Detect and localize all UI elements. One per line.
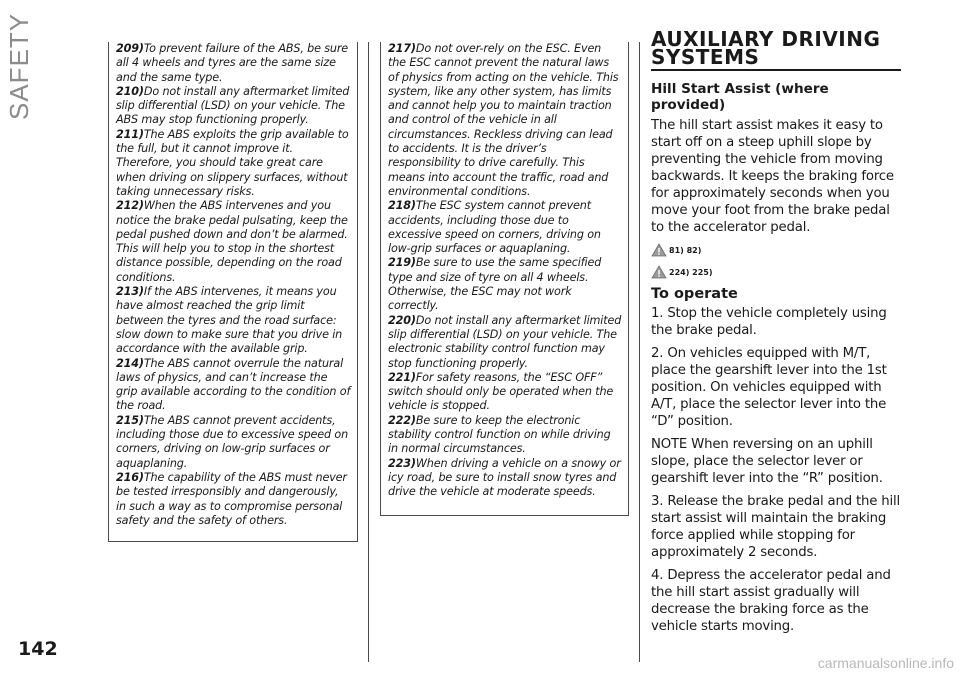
safety-note <box>388 457 622 500</box>
page-number: 142 <box>18 638 58 660</box>
esc-notes-list <box>388 42 622 500</box>
operate-step-4: 4. Depress the accelerator pedal and the hill start assist gradually will decrease the braking force as the vehicle starts moving. <box>651 568 891 634</box>
note-number: 221) <box>388 370 416 384</box>
operate-step-3: 3. Release the brake pedal and the hill start assist will maintain the braking force applied while stopping for approximately 2 seconds. <box>651 494 900 560</box>
safety-note <box>388 314 622 371</box>
note-text: When the ABS intervenes and you notice the brake pedal pulsating, keep the pedal pushed down and don’t be alarmed. This will help you to stop in the shortest distance possible, depending on the road conditions. <box>116 199 348 284</box>
note-number: 223) <box>388 456 416 470</box>
note-number: 220) <box>388 313 416 327</box>
note-text: Do not over-rely on the ESC. Even the ESC cannot prevent the natural laws of physics from acting on the vehicle. This system, like any other system, has limits and cannot help you to maintain traction and control of the vehicle in all circumstances. Reckless driving can lead to accidents. It is the driver’s responsibility to drive carefully. This means into account the traffic, road and environmental conditions. <box>388 42 619 198</box>
warning-triangle-icon <box>651 243 667 257</box>
note-number: 215) <box>116 413 144 427</box>
section-side-label: SAFETY <box>4 12 34 120</box>
column-divider-left <box>368 42 369 662</box>
auxiliary-driving-section <box>651 27 901 641</box>
safety-note <box>388 42 622 199</box>
safety-note <box>388 414 622 457</box>
safety-note <box>116 85 351 128</box>
note-text: The ABS cannot prevent accidents, including those due to excessive speed on corners, driving on low-grip surfaces or aquaplaning. <box>116 413 349 470</box>
note-text: If the ABS intervenes, it means you have almost reached the grip limit between the tyres and the road surface: slow down to make sure that you drive in accordance with the available grip. <box>116 285 343 356</box>
safety-note <box>388 256 622 313</box>
warning-refs: 81) 82) <box>669 245 702 255</box>
safety-note <box>116 199 351 285</box>
esc-notes-box <box>380 42 629 516</box>
note-number: 217) <box>388 42 416 55</box>
note-number: 209) <box>116 42 144 55</box>
hill-start-intro: The hill start assist makes it easy to start off on a steep uphill slope by preventing the vehicle from moving backwards. It keeps the braking force for approximately seconds when you move your foot from the brake pedal to the accelerator pedal. <box>651 118 894 235</box>
note-number: 211) <box>116 127 144 141</box>
note-text: Do not install any aftermarket limited slip differential (LSD) on your vehicle. The ABS may stop functioning properly. <box>116 84 350 127</box>
caution-triangle-icon <box>651 265 667 279</box>
note-number: 218) <box>388 199 416 213</box>
caution-refs: 224) 225) <box>669 267 713 277</box>
safety-note <box>116 285 351 356</box>
note-number: 216) <box>116 470 144 484</box>
note-text: The ESC system cannot prevent accidents, including those due to excessive speed on corners, driving on low-grip surfaces or aquaplaning. <box>388 199 601 256</box>
note-text: Be sure to keep the electronic stability control function on while driving in normal circumstances. <box>388 413 611 456</box>
abs-notes-list <box>116 42 351 528</box>
site-watermark: carmanualsonline.info <box>817 655 954 671</box>
caution-reference-row <box>651 264 901 280</box>
section-title-line2: SYSTEMS <box>651 45 760 69</box>
hill-start-heading: Hill Start Assist (where provided) <box>651 81 829 113</box>
safety-note <box>116 471 351 528</box>
abs-notes-box <box>108 42 358 542</box>
note-text: When driving a vehicle on a snowy or icy road, be sure to install snow tyres and drive the vehicle at moderate speeds. <box>388 456 621 499</box>
to-operate-heading: To operate <box>651 286 738 302</box>
safety-note <box>388 199 622 256</box>
safety-note <box>116 42 351 85</box>
section-title <box>651 27 901 71</box>
note-number: 213) <box>116 285 144 299</box>
note-text: The ABS exploits the grip available to the full, but it cannot improve it. Therefore, you should take great care when driving on slippery surfaces, without taking unnecessary risks. <box>116 127 349 198</box>
note-text: For safety reasons, the “ESC OFF” switch should only be operated when the vehicle is stopped. <box>388 370 614 413</box>
safety-note <box>116 414 351 471</box>
note-number: 214) <box>116 356 144 370</box>
note-number: 222) <box>388 413 416 427</box>
note-text: Be sure to use the same specified type and size of tyre on all 4 wheels. Otherwise, the ESC may not work correctly. <box>388 256 602 313</box>
note-text: The capability of the ABS must never be tested irresponsibly and dangerously, in such a way as to compromise personal safety and the safety of others. <box>116 470 347 527</box>
note-text: To prevent failure of the ABS, be sure all 4 wheels and tyres are the same size and the same type. <box>116 42 349 84</box>
note-text: Do not install any aftermarket limited slip differential (LSD) on your vehicle. The electronic stability control function may stop functioning properly. <box>388 313 622 370</box>
note-number: 219) <box>388 256 416 270</box>
column-divider-right <box>639 42 640 662</box>
operate-note: NOTE When reversing on an uphill slope, place the selector lever or gearshift lever into the “R” position. <box>651 437 883 486</box>
note-text: The ABS cannot overrule the natural laws of physics, and can’t increase the grip available according to the condition of the road. <box>116 356 351 413</box>
note-number: 212) <box>116 199 144 213</box>
safety-note <box>388 371 622 414</box>
safety-note <box>116 128 351 199</box>
section-title-line1: AUXILIARY DRIVING <box>651 27 881 51</box>
operate-step-2: 2. On vehicles equipped with M/T, place the gearshift lever into the 1st position. On vehicles equipped with A/T, place the selector lever into the “D” position. <box>651 346 887 429</box>
note-number: 210) <box>116 84 144 98</box>
operate-step-1: 1. Stop the vehicle completely using the brake pedal. <box>651 306 887 338</box>
safety-note <box>116 357 351 414</box>
warning-reference-row <box>651 242 901 258</box>
